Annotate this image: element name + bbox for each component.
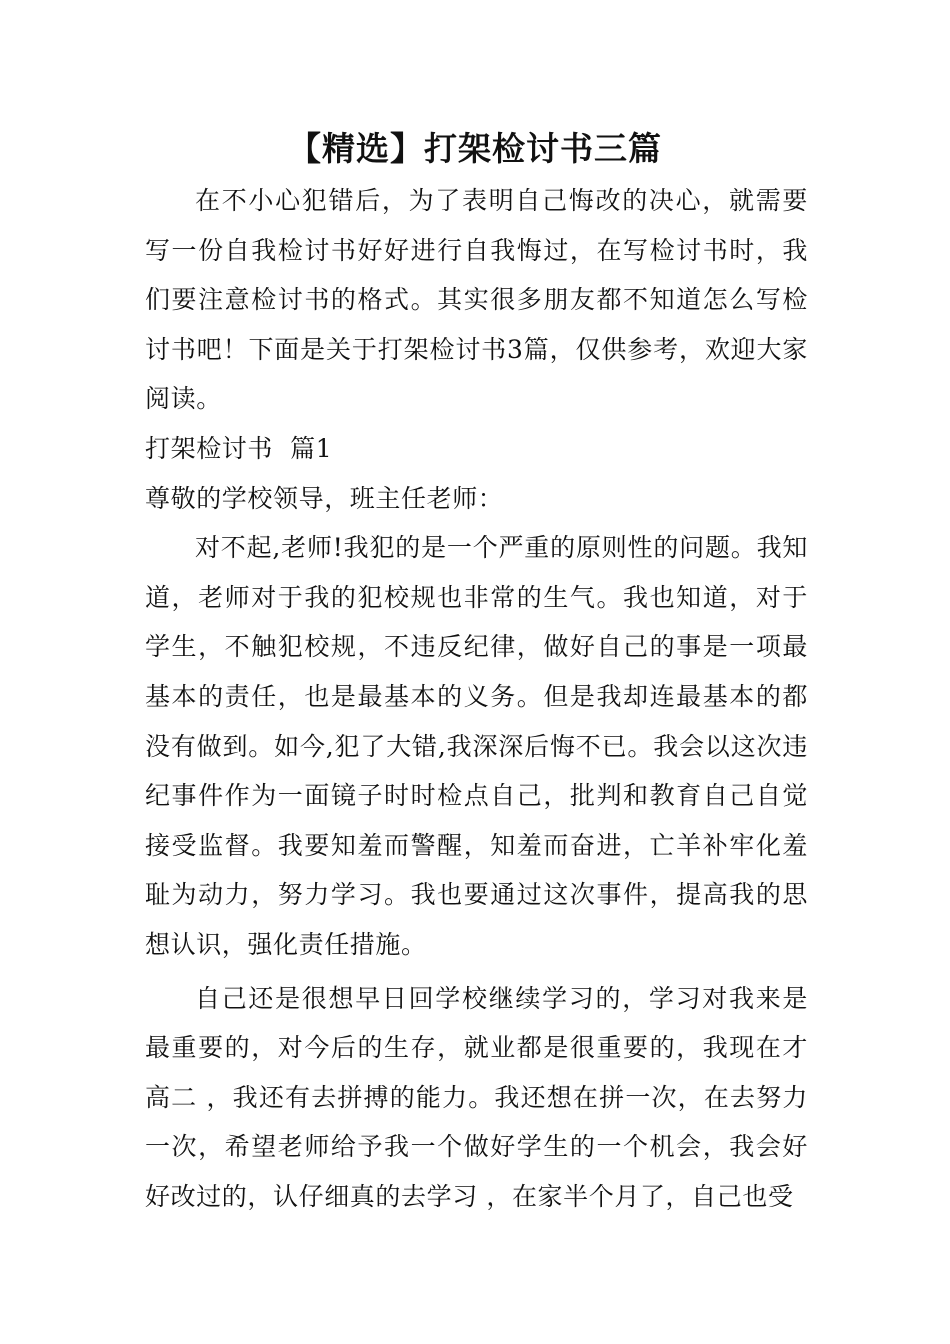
salutation: 尊敬的学校领导，班主任老师： xyxy=(145,483,504,513)
document-title: 【精选】打架检讨书三篇 xyxy=(288,129,662,168)
intro-paragraph: 在不小心犯错后，为了表明自己悔改的决心，就需要写一份自我检讨书好好进行自我悔过，在写检讨书时，我们要注意检讨书的格式。其实很多朋友都不知道怎么写检讨书吧！下面是关于打架检讨书3篇，仅供参考，欢迎大家阅读。 xyxy=(145,186,808,414)
section-heading: 打架检讨书 篇1 xyxy=(145,433,333,463)
document-body xyxy=(145,176,808,1221)
body-paragraph-2: 自己还是很想早日回学校继续学习的，学习对我来是最重要的，对今后的生存，就业都是很重要的，我现在才高二 ，我还有去拼搏的能力。我还想在拼一次，在去努力一次，希望老师给予我一个做好学生的一个机会，我会好好改过的，认仔细真的去学习 ，在家半个月了，自己也受 xyxy=(145,983,808,1211)
body-paragraph-1: 对不起,老师!我犯的是一个严重的原则性的问题。我知道，老师对于我的犯校规也非常的生气。我也知道，对于学生，不触犯校规，不违反纪律，做好自己的事是一项最基本的责任，也是最基本的义务。但是我却连最基本的都没有做到。如今,犯了大错,我深深后悔不已。我会以这次违纪事件作为一面镜子时时检点自己，批判和教育自己自觉接受监督。我要知羞而警醒，知羞而奋进，亡羊补牢化羞耻为动力，努力学习。我也要通过这次事件，提高我的思想认识，强化责任措施。 xyxy=(145,533,808,959)
